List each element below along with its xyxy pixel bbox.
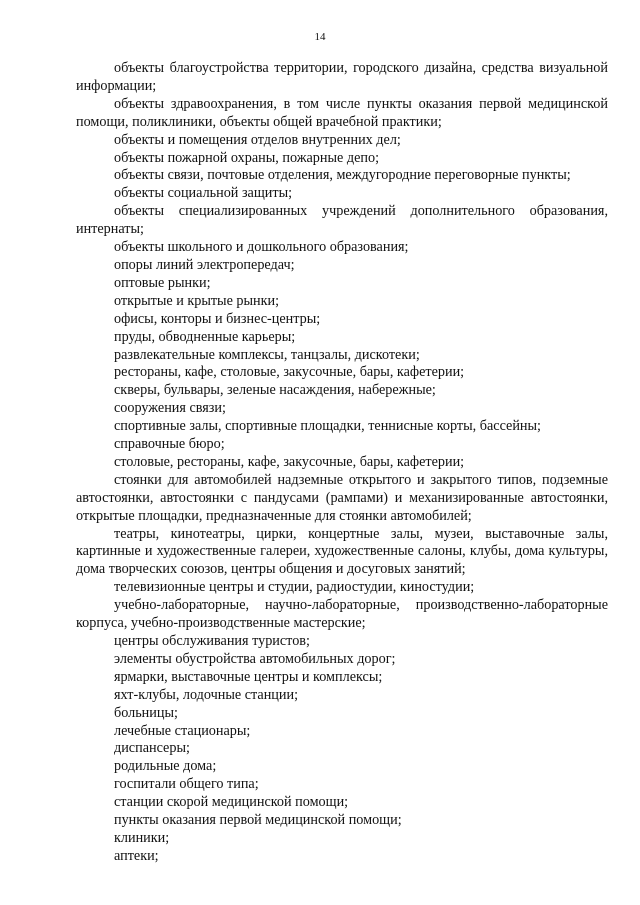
list-item: аптеки; [114,847,159,864]
list-item: опоры линий электропередач; [114,256,295,273]
list-item: столовые, рестораны, кафе, закусочные, бары, кафетерии; [114,453,465,470]
list-item: развлекательные комплексы, танцзалы, дискотеки; [114,346,420,363]
list-item: элементы обустройства автомобильных дорог; [114,650,396,667]
list-item: театры, кинотеатры, цирки, концертные залы, музеи, выставочные залы, картинные и художественные галереи, художественные салоны, клубы, дома культуры, дома творческих союзов, центры общения и досуговых занятий; [76,525,608,578]
page-number: 14 [314,31,326,43]
list-item: телевизионные центры и студии, радиостудии, киностудии; [114,579,475,596]
list-item: яхт-клубы, лодочные станции; [114,686,299,703]
list-item: объекты и помещения отделов внутренних дел; [114,131,401,148]
list-item: оптовые рынки; [114,274,211,291]
list-item: учебно-лабораторные, научно-лабораторные, производственно-лабораторные корпуса, учебно-производственные мастерские; [76,597,608,632]
document-body [76,60,608,866]
list-item: центры обслуживания туристов; [114,633,310,649]
list-item: больницы; [114,704,178,721]
list-item: клиники; [114,829,170,846]
list-item: офисы, конторы и бизнес-центры; [114,310,321,327]
list-item: объекты специализированных учреждений дополнительного образования, интернаты; [76,203,608,238]
list-item: скверы, бульвары, зеленые насаждения, набережные; [114,382,436,399]
list-item: ярмарки, выставочные центры и комплексы; [114,668,383,685]
list-item: объекты пожарной охраны, пожарные депо; [114,149,380,166]
list-item: сооружения связи; [114,400,226,417]
list-item: справочные бюро; [114,436,225,453]
list-item: стоянки для автомобилей надземные открытого и закрытого типов, подземные автостоянки, автостоянки с пандусами (рампами) и механизированные автостоянки, открытые площадки, предназначенные для стоянки автомобилей; [76,471,608,524]
list-item: пруды, обводненные карьеры; [114,328,296,345]
list-item: диспансеры; [114,740,190,757]
list-item: лечебные стационары; [114,722,251,739]
list-item: объекты благоустройства территории, городского дизайна, средства визуальной информации; [76,60,608,94]
list-item: объекты школьного и дошкольного образования; [114,239,409,256]
list-item: спортивные залы, спортивные площадки, теннисные корты, бассейны; [114,418,541,435]
list-item: объекты здравоохранения, в том числе пункты оказания первой медицинской помощи, поликлиники, объекты общей врачебной практики; [76,95,608,130]
list-item: пункты оказания первой медицинской помощи; [114,812,402,829]
list-item: рестораны, кафе, столовые, закусочные, бары, кафетерии; [114,364,465,381]
list-item: объекты связи, почтовые отделения, междугородние переговорные пункты; [114,167,571,184]
list-item: станции скорой медицинской помощи; [114,794,349,811]
list-item: госпитали общего типа; [114,776,259,793]
list-item: открытые и крытые рынки; [114,292,280,309]
list-item: родильные дома; [114,758,217,775]
list-item: объекты социальной защиты; [114,185,293,202]
